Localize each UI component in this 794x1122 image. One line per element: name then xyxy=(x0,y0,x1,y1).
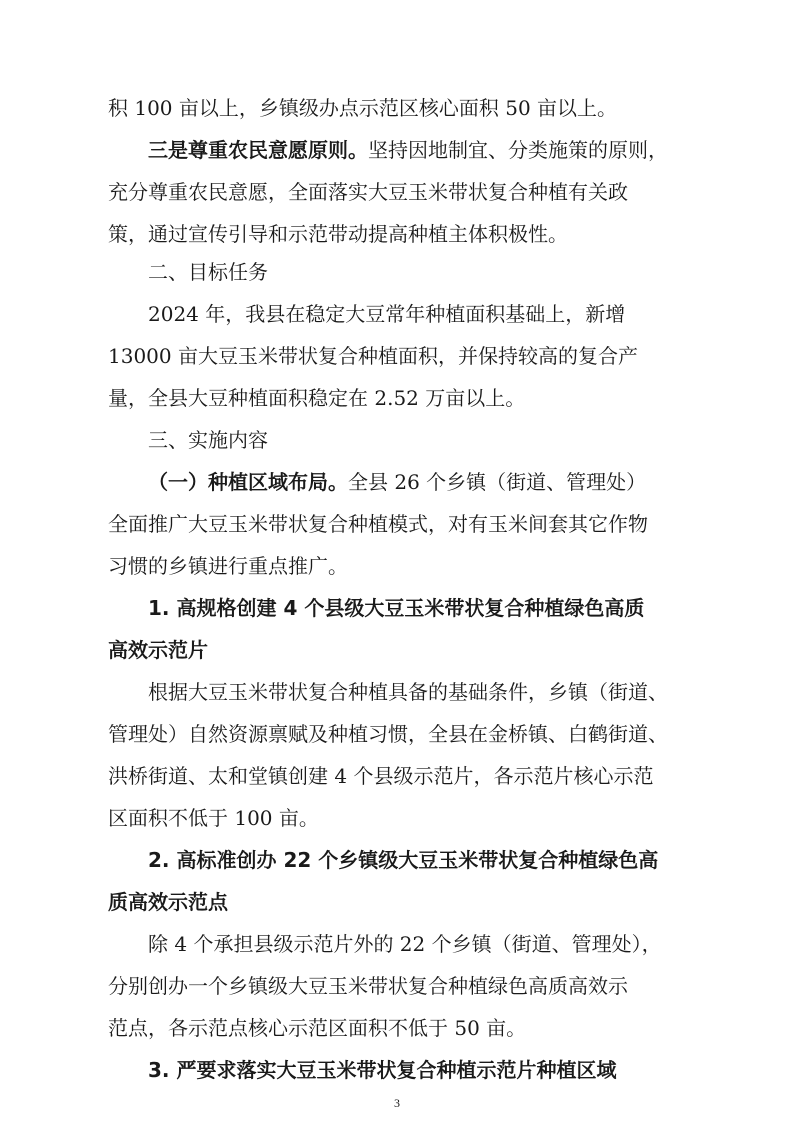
body-line: 管理处）自然资源禀赋及种植习惯，全县在金桥镇、白鹤街道、 xyxy=(108,722,668,746)
subsection-text: 全县 26 个乡镇（街道、管理处） xyxy=(348,470,647,494)
subsection-heading: （一）种植区域布局。 xyxy=(148,470,348,494)
body-line: 范点，各示范点核心示范区面积不低于 50 亩。 xyxy=(108,1016,527,1040)
body-line xyxy=(148,470,646,494)
body-line: 习惯的乡镇进行重点推广。 xyxy=(108,554,348,578)
body-line: 13000 亩大豆玉米带状复合种植面积，并保持较高的复合产 xyxy=(108,344,638,368)
body-line: 根据大豆玉米带状复合种植具备的基础条件，乡镇（街道、 xyxy=(148,680,668,704)
body-line: 全面推广大豆玉米带状复合种植模式，对有玉米间套其它作物 xyxy=(108,512,648,536)
body-line: 分别创办一个乡镇级大豆玉米带状复合种植绿色高质高效示 xyxy=(108,974,628,998)
section-heading-implementation: 三、实施内容 xyxy=(148,428,268,452)
body-line: 洪桥街道、太和堂镇创建 4 个县级示范片，各示范片核心示范 xyxy=(108,764,654,788)
body-line: 量，全县大豆种植面积稳定在 2.52 万亩以上。 xyxy=(108,386,526,410)
body-line: 除 4 个承担县级示范片外的 22 个乡镇（街道、管理处）， xyxy=(148,932,662,956)
body-line xyxy=(148,138,668,162)
principle-text: 坚持因地制宜、分类施策的原则， xyxy=(368,138,668,162)
item-heading-2-cont: 质高效示范点 xyxy=(108,890,228,914)
item-heading-2: 2. 高标准创办 22 个乡镇级大豆玉米带状复合种植绿色高 xyxy=(148,848,659,872)
principle-heading: 三是尊重农民意愿原则。 xyxy=(148,138,368,162)
item-heading-3: 3. 严要求落实大豆玉米带状复合种植示范片种植区域 xyxy=(148,1058,617,1082)
body-line: 策，通过宣传引导和示范带动提高种植主体积极性。 xyxy=(108,222,568,246)
item-heading-1-cont: 高效示范片 xyxy=(108,638,208,662)
page-number: 3 xyxy=(394,1096,400,1110)
section-heading-targets: 二、目标任务 xyxy=(148,260,268,284)
item-heading-1: 1. 高规格创建 4 个县级大豆玉米带状复合种植绿色高质 xyxy=(148,596,645,620)
body-line: 积 100 亩以上，乡镇级办点示范区核心面积 50 亩以上。 xyxy=(108,96,618,120)
body-line: 区面积不低于 100 亩。 xyxy=(108,806,319,830)
body-line: 充分尊重农民意愿，全面落实大豆玉米带状复合种植有关政 xyxy=(108,180,628,204)
body-line: 2024 年，我县在稳定大豆常年种植面积基础上，新增 xyxy=(148,302,626,326)
